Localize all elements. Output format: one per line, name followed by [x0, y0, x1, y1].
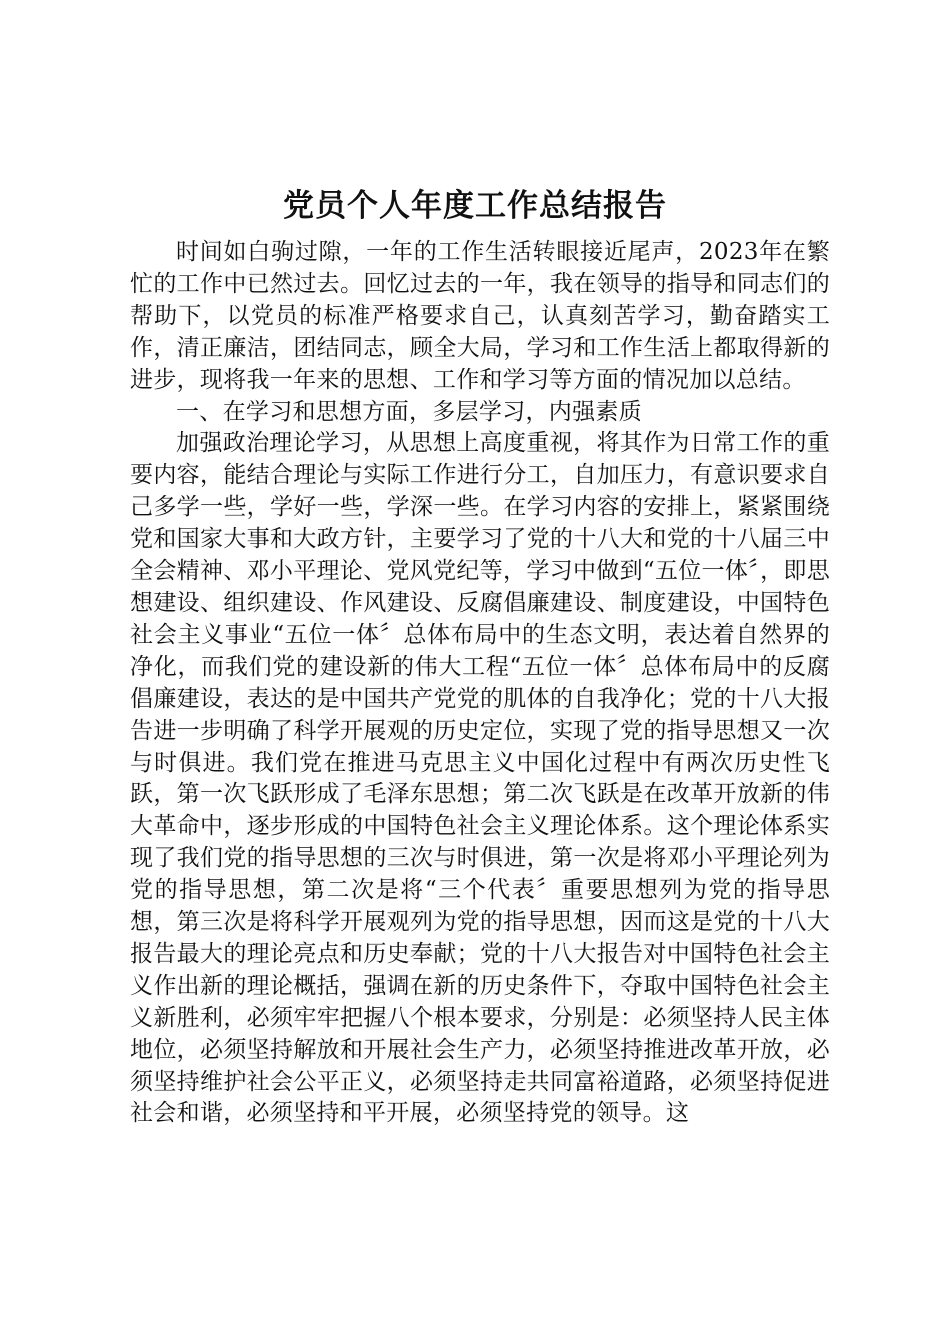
document-body	[130, 237, 830, 1130]
paragraph-study: 加强政治理论学习，从思想上高度重视，将其作为日常工作的重要内容，能结合理论与实际工作进行分工，自加压力，有意识要求自己多学一些，学好一些，学深一些。在学习内容的安排上，紧紧围绕党和国家大事和大政方针，主要学习了党的十八大和党的十八届三中全会精神、邓小平理论、党风党纪等，学习中做到“五位一体〞，即思想建设、组织建设、作风建设、反腐倡廉建设、制度建设，中国特色社会主义事业“五位一体〞总体布局中的生态文明，表达着自然界的净化，而我们党的建设新的伟大工程“五位一体〞总体布局中的反腐倡廉建设，表达的是中国共产党党的肌体的自我净化；党的十八大报告进一步明确了科学开展观的历史定位，实现了党的指导思想又一次与时俱进。我们党在推进马克思主义中国化过程中有两次历史性飞跃，第一次飞跃形成了毛泽东思想；第二次飞跃是在改革开放新的伟大革命中，逐步形成的中国特色社会主义理论体系。这个理论体系实现了我们党的指导思想的三次与时俱进，第一次是将邓小平理论列为党的指导思想，第二次是将“三个代表〞重要思想列为党的指导思想，第三次是将科学开展观列为党的指导思想，因而这是党的十八大报告最大的理论亮点和历史奉献；党的十八大报告对中国特色社会主义作出新的理论概括，强调在新的历史条件下，夺取中国特色社会主义新胜利，必须牢牢把握八个根本要求，分别是：必须坚持人民主体地位，必须坚持解放和开展社会生产力，必须坚持推进改革开放，必须坚持维护社会公平正义，必须坚持走共同富裕道路，必须坚持促进社会和谐，必须坚持和平开展，必须坚持党的领导。这	[130, 430, 830, 1127]
document-title: 党员个人年度工作总结报告	[283, 188, 667, 224]
paragraph-intro: 时间如白驹过隙，一年的工作生活转眼接近尾声，2023年在繁忙的工作中已然过去。回忆过去的一年，我在领导的指导和同志们的帮助下，以党员的标准严格要求自己，认真刻苦学习，勤奋踏实工作，清正廉洁，团结同志，顾全大局，学习和工作生活上都取得新的进步，现将我一年来的思想、工作和学习等方面的情况加以总结。	[130, 239, 830, 393]
section-heading-1: 一、在学习和思想方面，多层学习，内强素质	[176, 398, 642, 425]
